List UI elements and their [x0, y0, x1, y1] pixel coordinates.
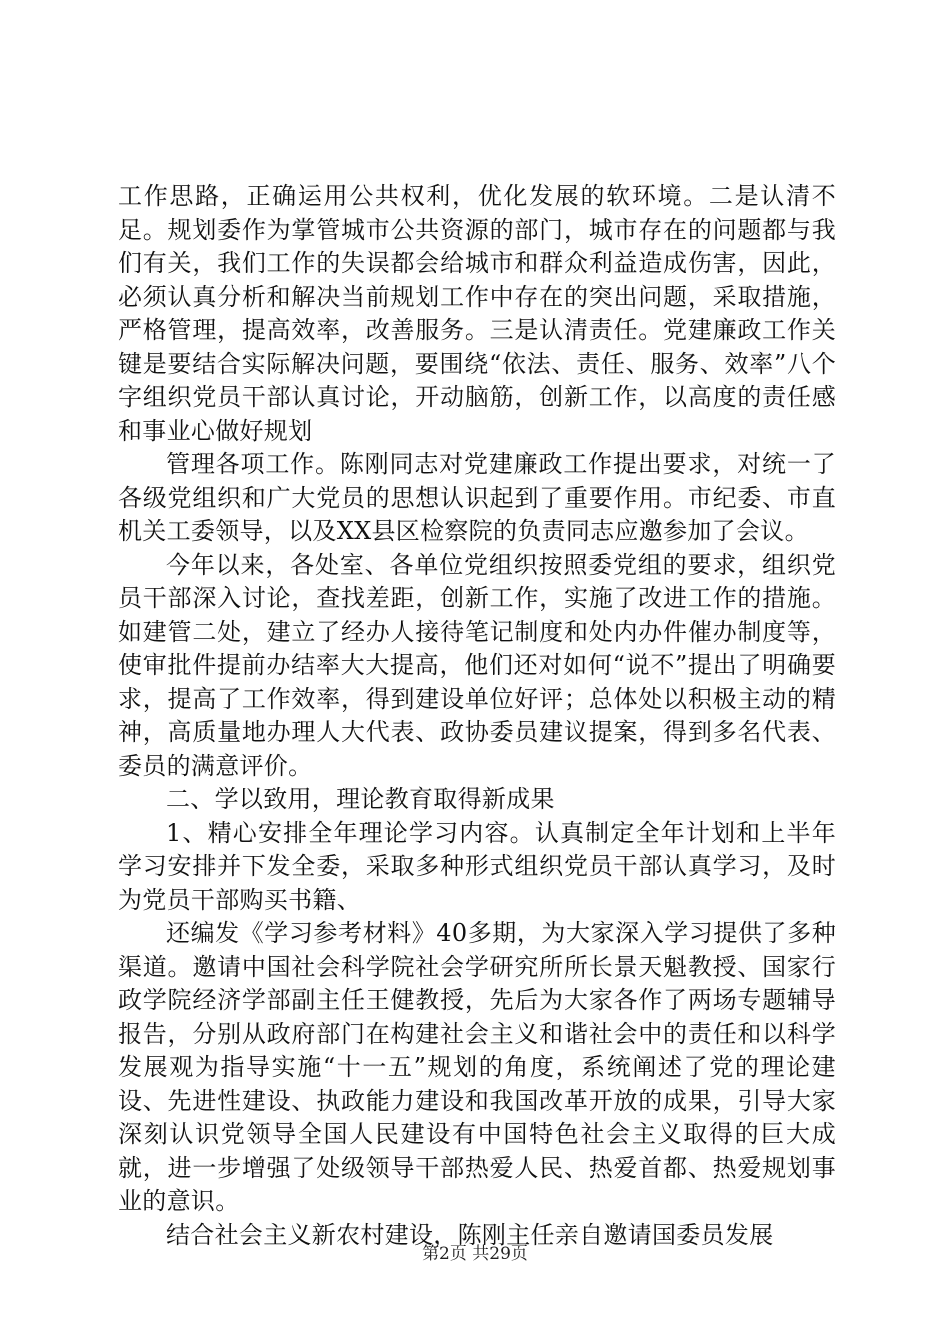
paragraph: 结合社会主义新农村建设，陈刚主任亲自邀请国委员发展: [166, 1220, 774, 1249]
paragraph: 今年以来，各处室、各单位党组织按照委党组的要求，组织党员干部深入讨论，查找差距，创新工作，实施了改进工作的措施。如建管二处，建立了经办人接待笔记制度和处内办件催办制度等，使审批件提前办结率大大提高，他们还对如何“说不”提出了明确要求，提高了工作效率，得到建设单位好评；总体处以积极主动的精神，高质量地办理人大代表、政协委员建议提案，得到多名代表、委员的满意评价。: [118, 550, 836, 780]
paragraph: 1、精心安排全年理论学习内容。认真制定全年计划和上半年学习安排并下发全委，采取多种形式组织党员干部认真学习，及时为党员干部购买书籍、: [118, 818, 836, 914]
paragraph: 管理各项工作。陈刚同志对党建廉政工作提出要求，对统一了各级党组织和广大党员的思想认识起到了重要作用。市纪委、市直机关工委领导，以及XX县区检察院的负责同志应邀参加了会议。: [118, 450, 836, 545]
page-footer: 第2页 共29页: [422, 1244, 528, 1264]
paragraph: 还编发《学习参考材料》40多期，为大家深入学习提供了多种渠道。邀请中国社会科学院社会学研究所所长景天魁教授、国家行政学院经济学部副主任王健教授，先后为大家各作了两场专题辅导报告，分别从政府部门在构建社会主义和谐社会中的责任和以科学发展观为指导实施“十一五”规划的角度，系统阐述了党的理论建设、先进性建设、执政能力建设和我国改革开放的成果，引导大家深刻认识党领导全国人民建设有中国特色社会主义取得的巨大成就，进一步增强了处级领导干部热爱人民、热爱首都、热爱规划事业的意识。: [118, 919, 836, 1215]
document-body: [118, 180, 836, 1252]
section-heading: 二、学以致用，理论教育取得新成果: [166, 785, 555, 813]
paragraph-continued: 工作思路，正确运用公共权利，优化发展的软环境。二是认清不足。规划委作为掌管城市公共资源的部门，城市存在的问题都与我们有关，我们工作的失误都会给城市和群众利益造成伤害，因此，必须认真分析和解决当前规划工作中存在的突出问题，采取措施，严格管理，提高效率，改善服务。三是认清责任。党建廉政工作关键是要结合实际解决问题，要围绕“依法、责任、服务、效率”八个字组织党员干部认真讨论，开动脑筋，创新工作，以高度的责任感和事业心做好规划: [118, 182, 836, 445]
